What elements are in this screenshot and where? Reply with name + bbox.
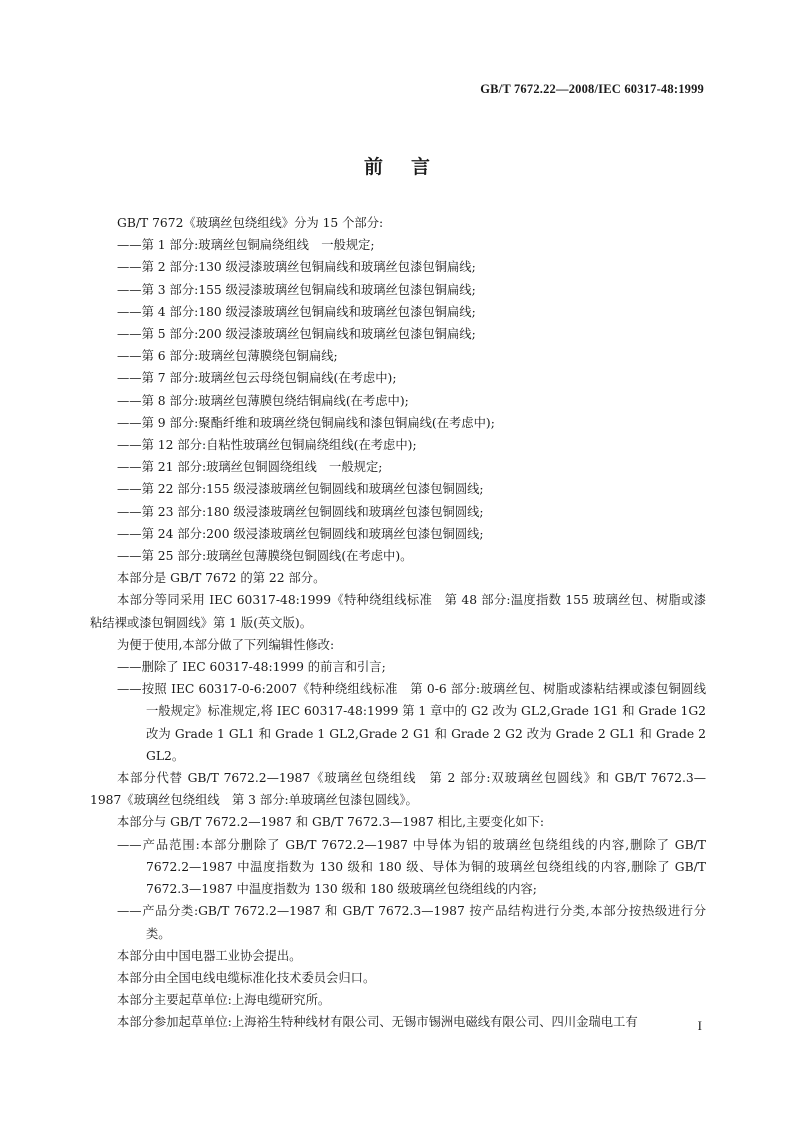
changes-intro: 本部分与 GB/T 7672.2—1987 和 GB/T 7672.3—1987 相比,主要变化如下: xyxy=(117,815,545,830)
participating-drafters: 本部分参加起草单位:上海裕生特种线材有限公司、无锡市锡洲电磁线有限公司、四川金瑞电工有 xyxy=(117,1015,638,1030)
standard-code-header: GB/T 7672.22—2008/IEC 60317-48:1999 xyxy=(480,82,704,96)
list-item: ——第 23 部分:180 级浸漆玻璃丝包铜圆线和玻璃丝包漆包铜圆线; xyxy=(117,504,484,519)
list-item: ——产品分类:GB/T 7672.2—1987 和 GB/T 7672.3—1987 按产品结构进行分类,本部分按热级进行分类。 xyxy=(117,904,706,941)
replaces-paragraph: 本部分代替 GB/T 7672.2—1987《玻璃丝包绕组线 第 2 部分:双玻璃丝包圆线》和 GB/T 7672.3—1987《玻璃丝包绕组线 第 3 部分:单玻璃丝包漆包圆线》。 xyxy=(90,771,706,808)
list-item: ——第 7 部分:玻璃丝包云母绕包铜扁线(在考虑中); xyxy=(117,371,397,386)
intro-paragraph: GB/T 7672《玻璃丝包绕组线》分为 15 个部分: xyxy=(117,216,384,230)
list-item: ——第 3 部分:155 级浸漆玻璃丝包铜扁线和玻璃丝包漆包铜扁线; xyxy=(117,282,476,297)
list-item: ——删除了 IEC 60317-48:1999 的前言和引言; xyxy=(117,660,386,675)
part-statement: 本部分是 GB/T 7672 的第 22 部分。 xyxy=(117,571,326,586)
page-title: 前言 xyxy=(363,156,458,178)
list-item: ——第 6 部分:玻璃丝包薄膜绕包铜扁线; xyxy=(117,349,338,364)
list-item: ——按照 IEC 60317-0-6:2007《特种绕组线标准 第 0-6 部分:玻璃丝包、树脂或漆粘结裸或漆包铜圆线 一般规定》标准规定,将 IEC 60317-48:1999 第 1 章中的 G2 改为 GL2,Grade 1G1 和 Grade 1G2 改为 Grade 1 GL1 和 Grade 1 GL2,Grade 2 G1 和 Grade 2 G2 改为 Grade 2 GL1 和 Grade 2 GL2。 xyxy=(117,682,719,763)
centralized-by: 本部分由全国电线电缆标准化技术委员会归口。 xyxy=(117,970,376,985)
main-drafter: 本部分主要起草单位:上海电缆研究所。 xyxy=(117,993,331,1008)
list-item: ——第 8 部分:玻璃丝包薄膜包绕结铜扁线(在考虑中); xyxy=(117,393,409,408)
editorial-intro: 为便于使用,本部分做了下列编辑性修改: xyxy=(117,637,335,652)
list-item: ——产品范围:本部分删除了 GB/T 7672.2—1987 中导体为铝的玻璃丝包绕组线的内容,删除了 GB/T 7672.2—1987 中温度指数为 130 级和 180 级、导体为铜的玻璃丝包绕组线的内容,删除了 GB/T 7672.3—1987 中温度指数为 130 级和 180 级玻璃丝包绕组线的内容; xyxy=(117,837,706,897)
proposed-by: 本部分由中国电器工业协会提出。 xyxy=(117,948,302,963)
list-item: ——第 22 部分:155 级浸漆玻璃丝包铜圆线和玻璃丝包漆包铜圆线; xyxy=(117,482,484,497)
list-item: ——第 9 部分:聚酯纤维和玻璃丝绕包铜扁线和漆包铜扁线(在考虑中); xyxy=(117,415,495,430)
page-number: I xyxy=(697,1018,702,1033)
parts-list xyxy=(90,234,706,567)
list-item: ——第 2 部分:130 级浸漆玻璃丝包铜扁线和玻璃丝包漆包铜扁线; xyxy=(117,260,476,275)
list-item: ——第 24 部分:200 级浸漆玻璃丝包铜圆线和玻璃丝包漆包铜圆线; xyxy=(117,526,484,541)
changes-list xyxy=(90,834,706,945)
list-item: ——第 12 部分:自粘性玻璃丝包铜扁绕组线(在考虑中); xyxy=(117,438,417,453)
list-item: ——第 4 部分:180 级浸漆玻璃丝包铜扁线和玻璃丝包漆包铜扁线; xyxy=(117,304,476,319)
editorial-list xyxy=(90,656,719,767)
document-body xyxy=(90,212,719,1034)
list-item: ——第 5 部分:200 级浸漆玻璃丝包铜扁线和玻璃丝包漆包铜扁线; xyxy=(117,327,476,342)
list-item: ——第 1 部分:玻璃丝包铜扁绕组线 一般规定; xyxy=(117,238,375,253)
adoption-paragraph: 本部分等同采用 IEC 60317-48:1999《特种绕组线标准 第 48 部分:温度指数 155 玻璃丝包、树脂或漆粘结裸或漆包铜圆线》第 1 版(英文版)。 xyxy=(90,593,706,630)
list-item: ——第 25 部分:玻璃丝包薄膜绕包铜圆线(在考虑中)。 xyxy=(117,549,413,564)
list-item: ——第 21 部分:玻璃丝包铜圆绕组线 一般规定; xyxy=(117,460,383,475)
